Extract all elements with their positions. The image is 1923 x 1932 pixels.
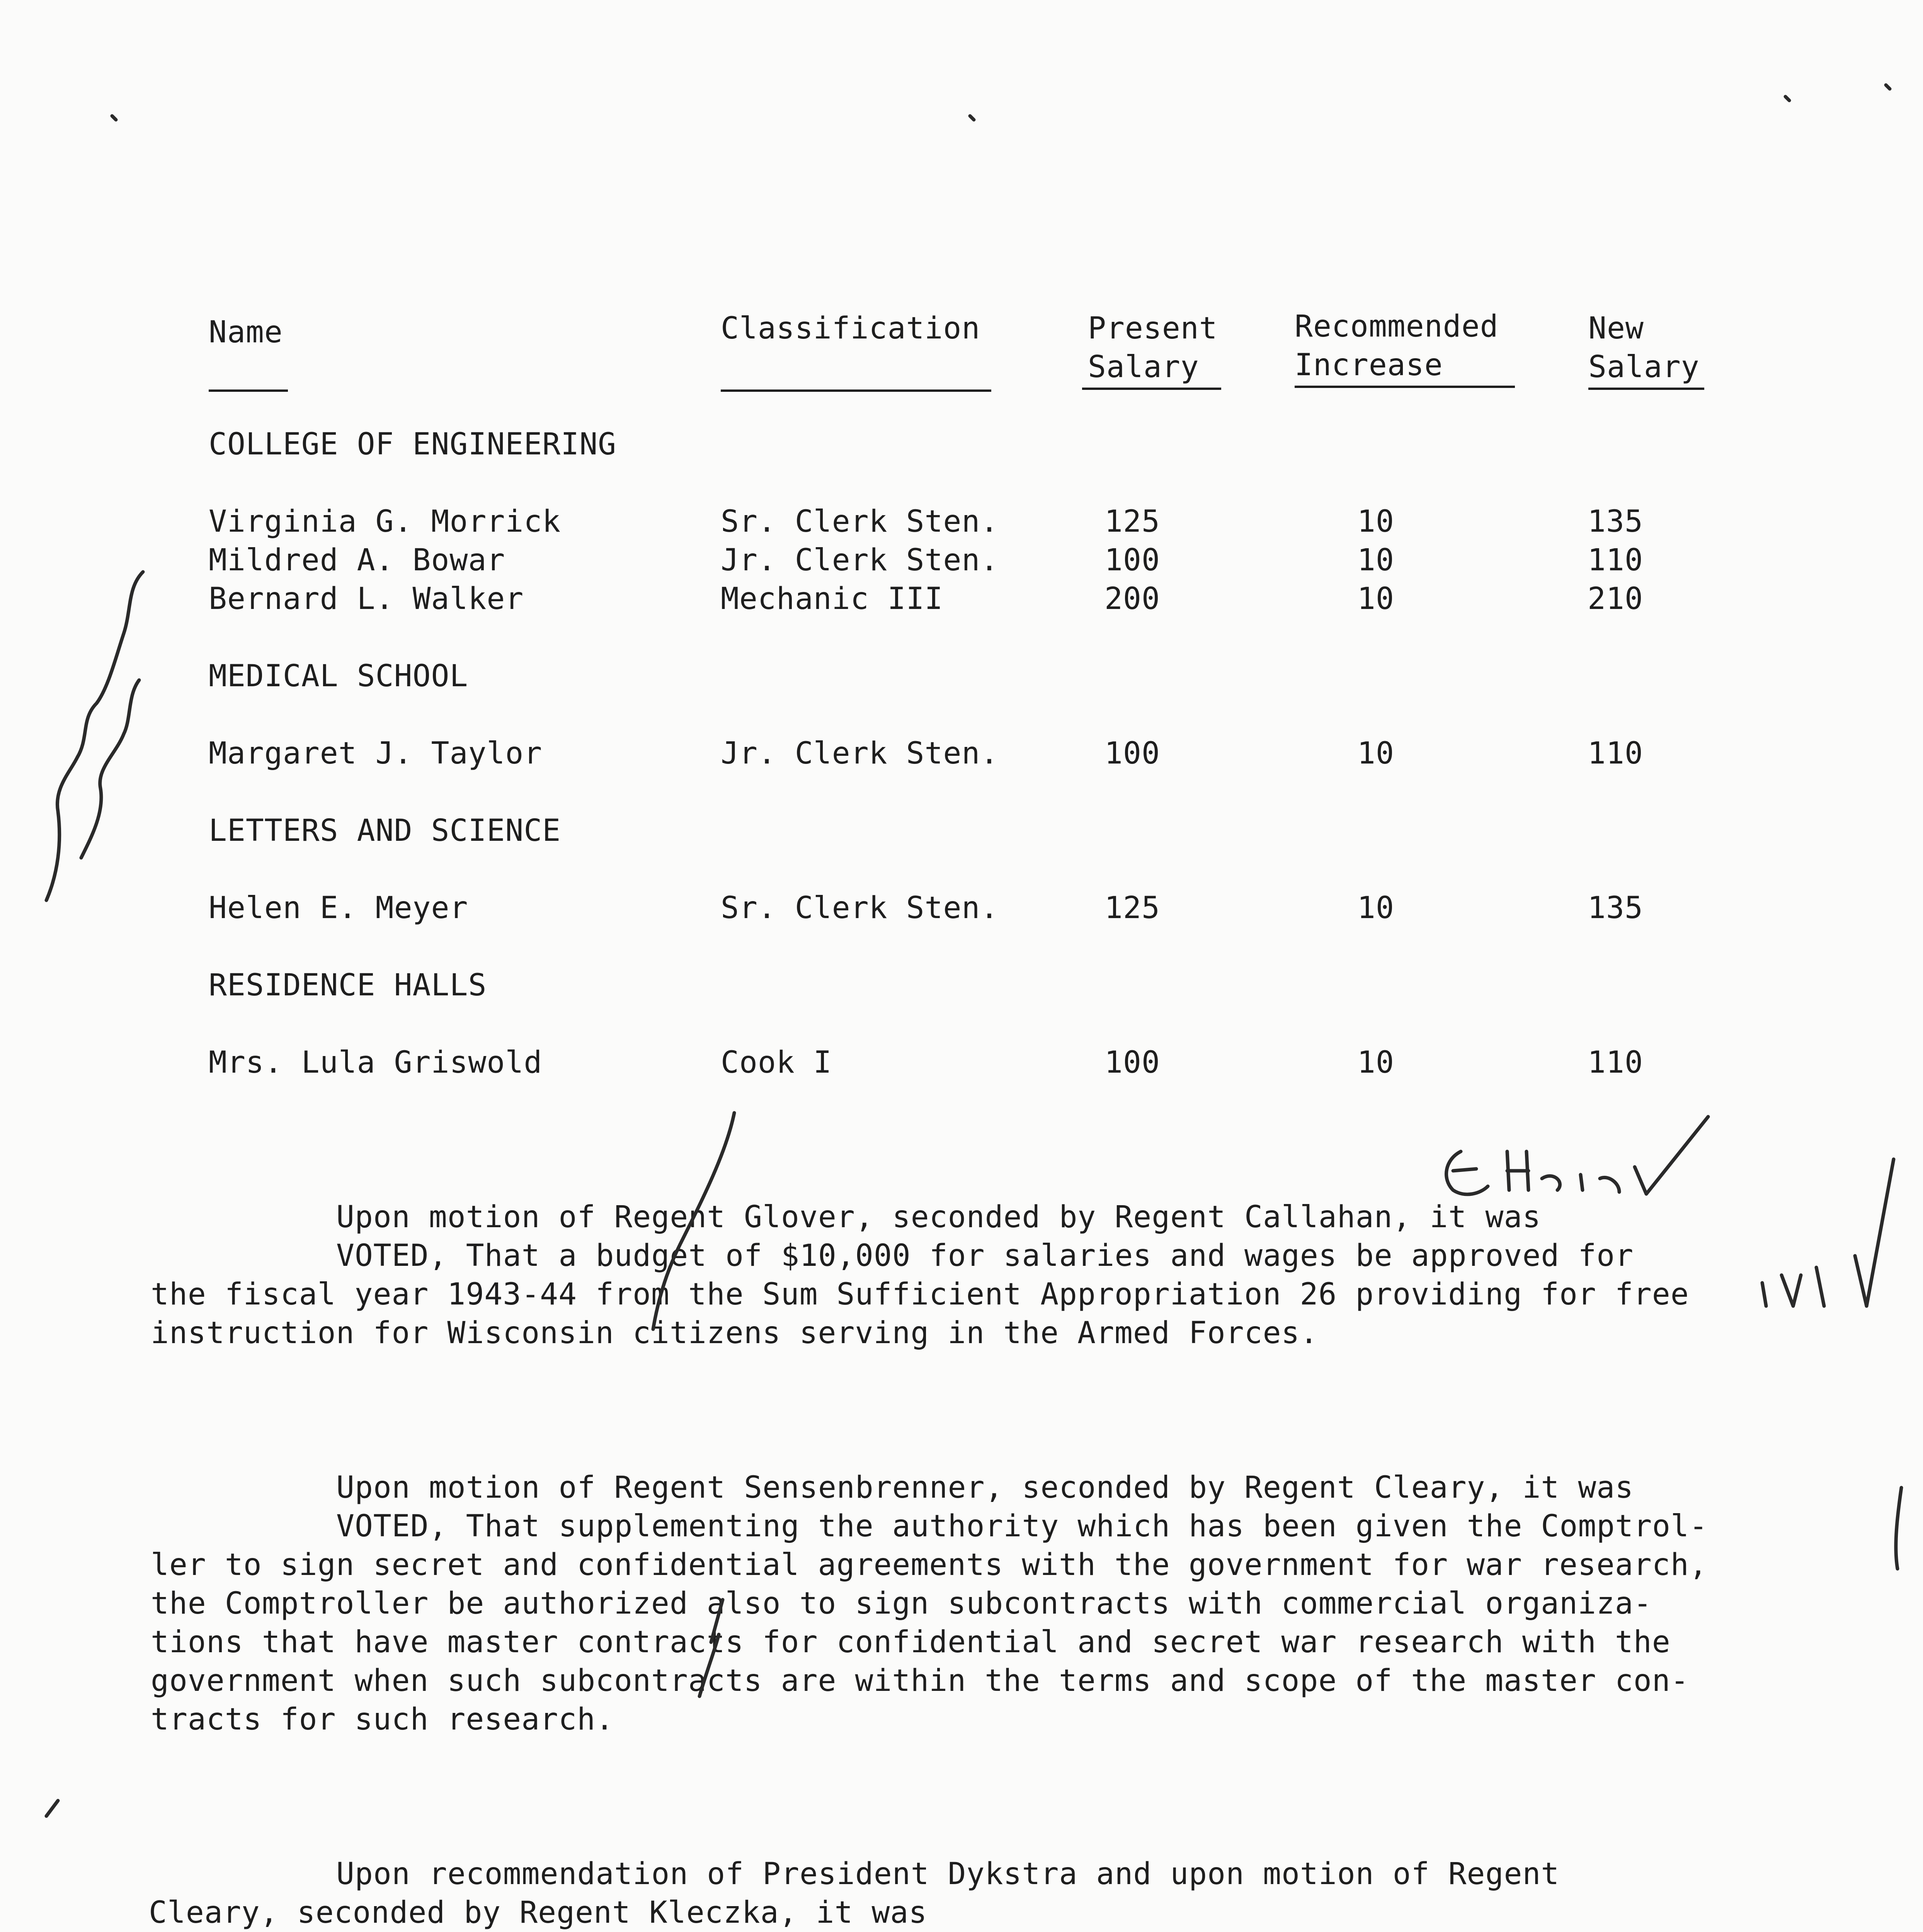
row-new-salary: 135 xyxy=(1588,504,1643,539)
paragraph-line: Upon motion of Regent Glover, seconded by Regent Callahan, it was xyxy=(336,1200,1541,1235)
row-present-salary: 100 xyxy=(1104,736,1160,771)
margin-handwriting-right-icon xyxy=(1762,1159,1894,1306)
row-name: Bernard L. Walker xyxy=(209,582,524,616)
row-classification: Sr. Clerk Sten. xyxy=(721,891,999,925)
section-title: COLLEGE OF ENGINEERING xyxy=(209,427,617,462)
header-new-line2: Salary xyxy=(1588,350,1700,384)
margin-handwriting-left-icon xyxy=(46,572,143,900)
header-classification-underline xyxy=(721,389,991,392)
header-name-underline xyxy=(209,389,288,392)
header-increase-underline xyxy=(1295,386,1515,388)
row-new-salary: 110 xyxy=(1588,1045,1643,1080)
paragraph-line: government when such subcontracts are within the terms and scope of the master con- xyxy=(151,1663,1689,1698)
paragraph-line: Upon recommendation of President Dykstra and upon motion of Regent xyxy=(336,1857,1560,1891)
paragraph-line: Upon motion of Regent Sensenbrenner, seconded by Regent Cleary, it was xyxy=(336,1470,1634,1505)
header-new-underline xyxy=(1588,388,1704,390)
row-present-salary: 100 xyxy=(1104,1045,1160,1080)
handwriting-note-icon xyxy=(1447,1151,1619,1194)
row-increase: 10 xyxy=(1357,543,1394,578)
row-new-salary: 210 xyxy=(1588,582,1643,616)
row-name: Virginia G. Morrick xyxy=(209,504,561,539)
paragraph-line: VOTED, That a budget of $10,000 for salaries and wages be approved for xyxy=(336,1238,1634,1273)
row-name: Helen E. Meyer xyxy=(209,891,468,925)
paragraph-line: ler to sign secret and confidential agreements with the government for war research, xyxy=(151,1548,1708,1582)
header-new-line1: New xyxy=(1588,311,1644,346)
row-increase: 10 xyxy=(1357,736,1394,771)
header-present-line2: Salary xyxy=(1088,350,1199,384)
row-increase: 10 xyxy=(1357,504,1394,539)
section-title: RESIDENCE HALLS xyxy=(209,968,487,1003)
row-classification: Sr. Clerk Sten. xyxy=(721,504,999,539)
header-present-line1: Present xyxy=(1088,311,1218,346)
row-present-salary: 125 xyxy=(1104,504,1160,539)
row-name: Margaret J. Taylor xyxy=(209,736,543,771)
row-new-salary: 135 xyxy=(1588,891,1643,925)
row-name: Mildred A. Bowar xyxy=(209,543,505,578)
row-new-salary: 110 xyxy=(1588,736,1643,771)
row-present-salary: 200 xyxy=(1104,582,1160,616)
paragraph-line: instruction for Wisconsin citizens serving in the Armed Forces. xyxy=(151,1316,1319,1350)
header-classification: Classification xyxy=(721,311,980,346)
row-classification: Jr. Clerk Sten. xyxy=(721,736,999,771)
header-name: Name xyxy=(209,315,283,350)
paragraph-line: Cleary, seconded by Regent Kleczka, it was xyxy=(149,1895,927,1930)
row-present-salary: 125 xyxy=(1104,891,1160,925)
row-increase: 10 xyxy=(1357,1045,1394,1080)
row-present-salary: 100 xyxy=(1104,543,1160,578)
section-title: LETTERS AND SCIENCE xyxy=(209,813,561,848)
paragraph-line: the Comptroller be authorized also to sign subcontracts with commercial organiza- xyxy=(151,1586,1652,1621)
header-present-underline xyxy=(1082,388,1221,390)
row-increase: 10 xyxy=(1357,582,1394,616)
header-increase-line1: Recommended xyxy=(1295,309,1499,344)
paragraph-line: tracts for such research. xyxy=(151,1702,614,1737)
header-increase-line2: Increase xyxy=(1295,348,1443,383)
paragraph-line: tions that have master contracts for confidential and secret war research with the xyxy=(151,1625,1671,1660)
row-increase: 10 xyxy=(1357,891,1394,925)
row-name: Mrs. Lula Griswold xyxy=(209,1045,543,1080)
row-classification: Mechanic III xyxy=(721,582,943,616)
paragraph-line: VOTED, That supplementing the authority which has been given the Comptrol- xyxy=(336,1509,1708,1544)
row-new-salary: 110 xyxy=(1588,543,1643,578)
paragraph-line: the fiscal year 1943-44 from the Sum Sufficient Appropriation 26 providing for free xyxy=(151,1277,1689,1312)
section-title: MEDICAL SCHOOL xyxy=(209,659,468,694)
row-classification: Jr. Clerk Sten. xyxy=(721,543,999,578)
row-classification: Cook I xyxy=(721,1045,832,1080)
